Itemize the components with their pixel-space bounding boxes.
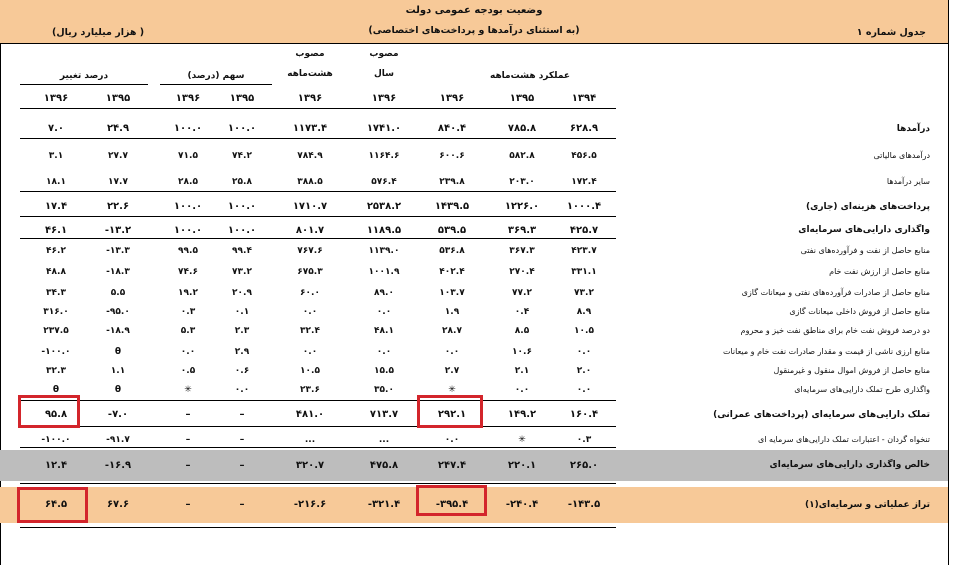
table-cell: -۳۹۵.۴ <box>435 499 469 510</box>
row-divider <box>20 191 616 192</box>
table-cell: ۱۷۴۱.۰ <box>366 123 402 134</box>
table-row <box>0 196 948 218</box>
table-cell: ۶۰.۰ <box>300 288 320 298</box>
table-cell: – <box>239 460 245 471</box>
table-cell: ۰.۳ <box>180 307 196 317</box>
table-cell: ۸۴۰.۴ <box>437 123 467 134</box>
table-cell: ۷۸۴.۹ <box>297 151 323 161</box>
table-cell: ۰.۳ <box>576 435 592 445</box>
table-cell: ۲۳.۶ <box>300 385 320 395</box>
table-row <box>0 303 948 321</box>
table-cell: ۲.۰ <box>576 366 592 376</box>
table-cell: ۷۴.۲ <box>232 151 252 161</box>
table-cell: ۱۱۶۴.۶ <box>368 151 400 161</box>
table-cell: -۱۰۰.۰ <box>41 347 71 357</box>
table-cell: ۲۳۷.۵ <box>43 326 69 336</box>
share-header: سهم (درصد) <box>187 71 245 81</box>
table-cell: ۱.۱ <box>110 366 126 376</box>
table-cell: ۱۲.۴ <box>44 460 68 471</box>
table-cell: ۳۸۸.۵ <box>297 177 323 187</box>
table-cell: – <box>185 435 191 445</box>
table-cell: ۶۷۵.۳ <box>297 267 323 277</box>
table-cell: ۱۰۰.۰ <box>227 201 257 212</box>
approved-8m-line1: مصوب <box>295 49 325 59</box>
table-cell: ۷۷.۲ <box>512 288 532 298</box>
table-row <box>0 450 948 481</box>
table-cell: ۲۰۳.۰ <box>509 177 535 187</box>
table-cell: ۹۹.۵ <box>178 246 198 256</box>
table-cell: -۲۴۰.۴ <box>505 499 539 510</box>
table-cell: ۵.۳ <box>180 326 196 336</box>
table-cell: ۱۷.۴ <box>44 201 68 212</box>
row-label: منابع حاصل از ارزش نفت خام <box>829 267 930 276</box>
table-cell: -۱۳.۲ <box>104 225 132 236</box>
table-cell: ۱۶۰.۴ <box>569 409 599 420</box>
table-cell: ۱۷۱۰.۷ <box>292 201 328 212</box>
row-divider <box>20 216 616 217</box>
table-cell: ۲۲.۶ <box>106 201 130 212</box>
table-cell: -۲۱۶.۶ <box>293 499 327 510</box>
table-cell: ۰.۰ <box>180 347 196 357</box>
table-cell: ۲۵۳۸.۲ <box>366 201 402 212</box>
year-row-divider <box>20 108 616 109</box>
table-cell: ۱۱۸۹.۵ <box>366 225 402 236</box>
performance-header: عملکرد هشت‌ماهه <box>489 71 570 81</box>
table-cell: ۷۸۵.۸ <box>507 123 537 134</box>
highlight-box <box>17 487 88 523</box>
table-cell: ۹۵.۸ <box>44 409 68 420</box>
table-cell: -۱۶.۹ <box>104 460 132 471</box>
table-cell: -۱۳.۳ <box>106 246 130 256</box>
table-row <box>0 362 948 380</box>
row-label: واگذاری دارایی‌های سرمایه‌ای <box>798 225 930 235</box>
table-cell: ۱۰۰.۰ <box>227 225 257 236</box>
table-cell: ۴۷۵.۸ <box>369 460 399 471</box>
table-cell: – <box>239 499 245 510</box>
table-cell: ✳ <box>184 385 192 395</box>
table-cell: ۲۶۵.۰ <box>569 460 599 471</box>
table-cell: ۰.۴ <box>514 307 530 317</box>
highlight-box <box>18 395 80 428</box>
table-cell: -۱۸.۹ <box>106 326 130 336</box>
table-cell: ۲.۳ <box>234 326 250 336</box>
table-cell: θ <box>114 347 122 357</box>
year-header: ۱۳۹۴ <box>571 93 597 104</box>
percent-change-header: درصد تغییر <box>59 71 109 81</box>
row-label: تنخواه گردان - اعتبارات تملک دارایی‌های سرمایه ای <box>758 435 930 444</box>
table-cell: ۰.۰ <box>302 347 318 357</box>
table-cell: ۶۰۰.۶ <box>439 151 465 161</box>
table-cell: ۵۳۹.۵ <box>437 225 467 236</box>
table-cell: ۵۳۶.۸ <box>439 246 465 256</box>
year-header: ۱۳۹۵ <box>229 93 255 104</box>
row-label: منابع ارزی ناشی از قیمت و مقدار صادرات نفت خام و میعانات <box>722 347 930 356</box>
table-cell: ۶۷.۶ <box>106 499 130 510</box>
table-cell: ۴۵۶.۵ <box>571 151 597 161</box>
table-cell: ۳۲۰.۷ <box>295 460 325 471</box>
year-header: ۱۳۹۵ <box>105 93 131 104</box>
table-cell: ۱۵.۵ <box>374 366 394 376</box>
table-cell: ۴۸.۱ <box>374 326 394 336</box>
table-cell: ۱۴۹.۲ <box>507 409 537 420</box>
table-cell: ۲۵.۸ <box>232 177 252 187</box>
row-label: تراز عملیاتی و سرمایه‌ای(۱) <box>805 500 930 510</box>
table-cell: ۱۰.۶ <box>512 347 532 357</box>
table-cell: ✳ <box>448 385 456 395</box>
year-header: ۱۳۹۶ <box>297 93 323 104</box>
table-cell: ۱۷.۷ <box>108 177 128 187</box>
row-divider <box>20 238 616 239</box>
table-row <box>0 242 948 260</box>
table-cell: ۱۹.۲ <box>178 288 198 298</box>
table-cell: ۰.۰ <box>576 385 592 395</box>
table-cell: ۷۶۷.۶ <box>297 246 323 256</box>
table-cell: ۱.۹ <box>444 307 460 317</box>
table-cell: ۷۳.۲ <box>574 288 594 298</box>
table-cell: -۹۱.۷ <box>106 435 130 445</box>
table-cell: ... <box>304 435 316 445</box>
table-cell: ۴۸۱.۰ <box>295 409 325 420</box>
table-row <box>0 144 948 168</box>
table-cell: ۴۶.۲ <box>46 246 66 256</box>
table-cell: ۰.۰ <box>376 347 392 357</box>
table-cell: -۹۵.۰ <box>106 307 130 317</box>
table-cell: ۱۰۰.۰ <box>173 201 203 212</box>
table-cell: ۲.۷ <box>444 366 460 376</box>
table-cell: ۶۴.۵ <box>44 499 68 510</box>
table-cell: ۶۲۸.۹ <box>569 123 599 134</box>
row-label: منابع حاصل از نفت و فرآورده‌های نفتی <box>800 246 930 255</box>
year-header: ۱۳۹۶ <box>43 93 69 104</box>
table-cell: ۰.۵ <box>180 366 196 376</box>
year-header: ۱۳۹۶ <box>175 93 201 104</box>
table-cell: ۱۰۰.۰ <box>227 123 257 134</box>
table-cell: ۷۱۳.۷ <box>369 409 399 420</box>
table-cell: – <box>239 435 245 445</box>
table-cell: – <box>185 409 191 420</box>
table-cell: -۳۲۱.۴ <box>367 499 401 510</box>
table-cell: ۳۶۹.۳ <box>507 225 537 236</box>
table-cell: θ <box>114 385 122 395</box>
approved-8m-line2: هشت‌ماهه <box>287 69 333 79</box>
row-divider <box>20 527 616 528</box>
table-cell: ۲۷۰.۴ <box>509 267 535 277</box>
year-header: ۱۳۹۶ <box>439 93 465 104</box>
row-label: دو درصد فروش نفت خام برای مناطق نفت خیز و محروم <box>740 326 930 335</box>
table-cell: ۹۹.۴ <box>232 246 252 256</box>
table-cell: ... <box>378 435 390 445</box>
table-cell: ۴۰۲.۴ <box>439 267 465 277</box>
year-header: ۱۳۹۶ <box>371 93 397 104</box>
table-cell: ۵۷۶.۴ <box>371 177 397 187</box>
table-cell: ۲.۱ <box>514 366 530 376</box>
table-cell: ۸.۵ <box>514 326 530 336</box>
table-cell: – <box>185 460 191 471</box>
table-cell: ۳۲.۴ <box>300 326 320 336</box>
table-cell: ۴۸.۸ <box>46 267 66 277</box>
row-label: تملک دارایی‌های سرمایه‌ای (پرداخت‌های عمرانی) <box>713 410 930 420</box>
table-cell: ۱۰۰.۰ <box>173 123 203 134</box>
table-cell: ۸.۹ <box>576 307 592 317</box>
row-label: سایر درآمدها <box>886 177 930 186</box>
highlight-box <box>417 395 483 428</box>
table-cell: ۳۶۷.۳ <box>509 246 535 256</box>
unit-label: (هزار میلیارد ریال ) <box>52 27 145 38</box>
table-cell: ۱۱۷۳.۴ <box>292 123 328 134</box>
table-cell: ۲۷.۷ <box>108 151 128 161</box>
table-cell: ۵۸۲.۸ <box>509 151 535 161</box>
table-row <box>0 263 948 281</box>
row-label: واگذاری طرح تملک دارایی‌های سرمایه‌ای <box>794 385 930 394</box>
right-border <box>948 0 949 565</box>
table-header-band <box>0 0 948 43</box>
table-cell: ۴۲۵.۷ <box>569 225 599 236</box>
table-cell: ۴۶.۱ <box>44 225 68 236</box>
table-cell: ۱۰۳.۷ <box>439 288 465 298</box>
row-label: منابع حاصل از صادرات فرآورده‌های نفتی و میعانات گازی <box>741 288 930 297</box>
table-cell: ۰.۰ <box>444 347 460 357</box>
approved-year-line2: سال <box>373 69 395 79</box>
row-divider <box>20 138 616 139</box>
highlight-box <box>416 485 487 516</box>
table-row <box>0 171 948 193</box>
table-cell: -۱۰۰.۰ <box>41 435 71 445</box>
table-cell: ۴۲۳.۷ <box>571 246 597 256</box>
table-cell: – <box>185 499 191 510</box>
table-cell: ۵.۵ <box>110 288 126 298</box>
table-cell: ۳۴.۳ <box>46 288 66 298</box>
table-cell: ۷۱.۵ <box>178 151 198 161</box>
year-header: ۱۳۹۵ <box>509 93 535 104</box>
table-row <box>0 284 948 302</box>
table-cell: ۷۴.۶ <box>178 267 198 277</box>
table-cell: -۱۴۳.۵ <box>567 499 601 510</box>
table-cell: ۰.۶ <box>234 366 250 376</box>
table-cell: ۳.۱ <box>48 151 64 161</box>
approved-year-line1: مصوب <box>369 49 399 59</box>
row-label: خالص واگذاری دارایی‌های سرمایه‌ای <box>769 460 930 470</box>
table-cell: ۱۰۰۰.۴ <box>566 201 602 212</box>
table-cell: ۲۰.۹ <box>232 288 252 298</box>
header-divider <box>0 43 948 44</box>
table-subtitle: (به استثنای درآمدها و پرداخت‌های اختصاصی) <box>368 25 580 36</box>
table-cell: ۰.۰ <box>444 435 460 445</box>
table-cell: ۲۸.۵ <box>178 177 198 187</box>
row-label: منابع حاصل از فروش اموال منقول و غیرمنقول <box>773 366 930 375</box>
table-cell: ۲.۹ <box>234 347 250 357</box>
table-cell: ۰.۰ <box>302 307 318 317</box>
share-underline <box>160 84 272 85</box>
percent-change-underline <box>20 84 148 85</box>
table-cell: ۰.۰ <box>576 347 592 357</box>
table-cell: ۰.۰ <box>514 385 530 395</box>
table-cell: ۱۰۰.۰ <box>173 225 203 236</box>
table-cell: ۸۹.۰ <box>374 288 394 298</box>
table-cell: ۳۲.۳ <box>46 366 66 376</box>
table-cell: ۷.۰ <box>47 123 64 134</box>
table-cell: ✳ <box>518 435 526 445</box>
table-number: جدول شماره ۱ <box>856 27 926 38</box>
approved-8m-header <box>278 49 342 79</box>
table-cell: – <box>239 409 245 420</box>
table-cell: ۲۹۲.۱ <box>437 409 467 420</box>
table-cell: θ <box>52 385 60 395</box>
table-cell: ۰.۱ <box>234 307 250 317</box>
table-cell: ۱۷۲.۴ <box>571 177 597 187</box>
table-cell: ۱۰.۵ <box>574 326 594 336</box>
table-row <box>0 322 948 340</box>
table-cell: ۱۸.۱ <box>46 177 66 187</box>
table-title: وضعیت بودجه عمومی دولت <box>405 5 543 16</box>
table-cell: ۰.۰ <box>376 307 392 317</box>
table-cell: ۲۸.۷ <box>442 326 462 336</box>
table-cell: ۲۲۰.۱ <box>507 460 537 471</box>
table-cell: ۱۴۳۹.۵ <box>434 201 470 212</box>
row-label: درآمدها <box>896 124 930 134</box>
table-cell: ۱۰۰۱.۹ <box>368 267 400 277</box>
table-cell: ۱۰.۵ <box>300 366 320 376</box>
table-cell: ۲۴.۹ <box>106 123 130 134</box>
table-cell: ۳۵.۰ <box>374 385 394 395</box>
table-cell: ۱۱۳۹.۰ <box>368 246 400 256</box>
table-cell: ۳۱۶.۰ <box>43 307 69 317</box>
table-row <box>0 343 948 361</box>
table-cell: -۱۸.۳ <box>106 267 130 277</box>
table-cell: ۲۳۹.۸ <box>439 177 465 187</box>
table-cell: ۷۳.۲ <box>232 267 252 277</box>
table-cell: ۳۳۱.۱ <box>571 267 597 277</box>
row-divider <box>20 483 616 484</box>
table-cell: ۸۰۱.۷ <box>295 225 325 236</box>
table-cell: ۰.۰ <box>234 385 250 395</box>
row-label: درآمدهای مالیاتی <box>873 151 930 160</box>
table-cell: ۲۴۷.۴ <box>437 460 467 471</box>
row-label: منابع حاصل از فروش داخلی میعانات گازی <box>789 307 930 316</box>
row-label: پرداخت‌های هزینه‌ای (جاری) <box>805 202 930 212</box>
row-divider <box>20 426 616 427</box>
table-cell: ۱۲۲۶.۰ <box>504 201 540 212</box>
approved-year-header <box>352 49 416 79</box>
row-divider <box>20 447 616 448</box>
table-cell: -۷.۰ <box>107 409 129 420</box>
row-divider <box>20 400 616 401</box>
